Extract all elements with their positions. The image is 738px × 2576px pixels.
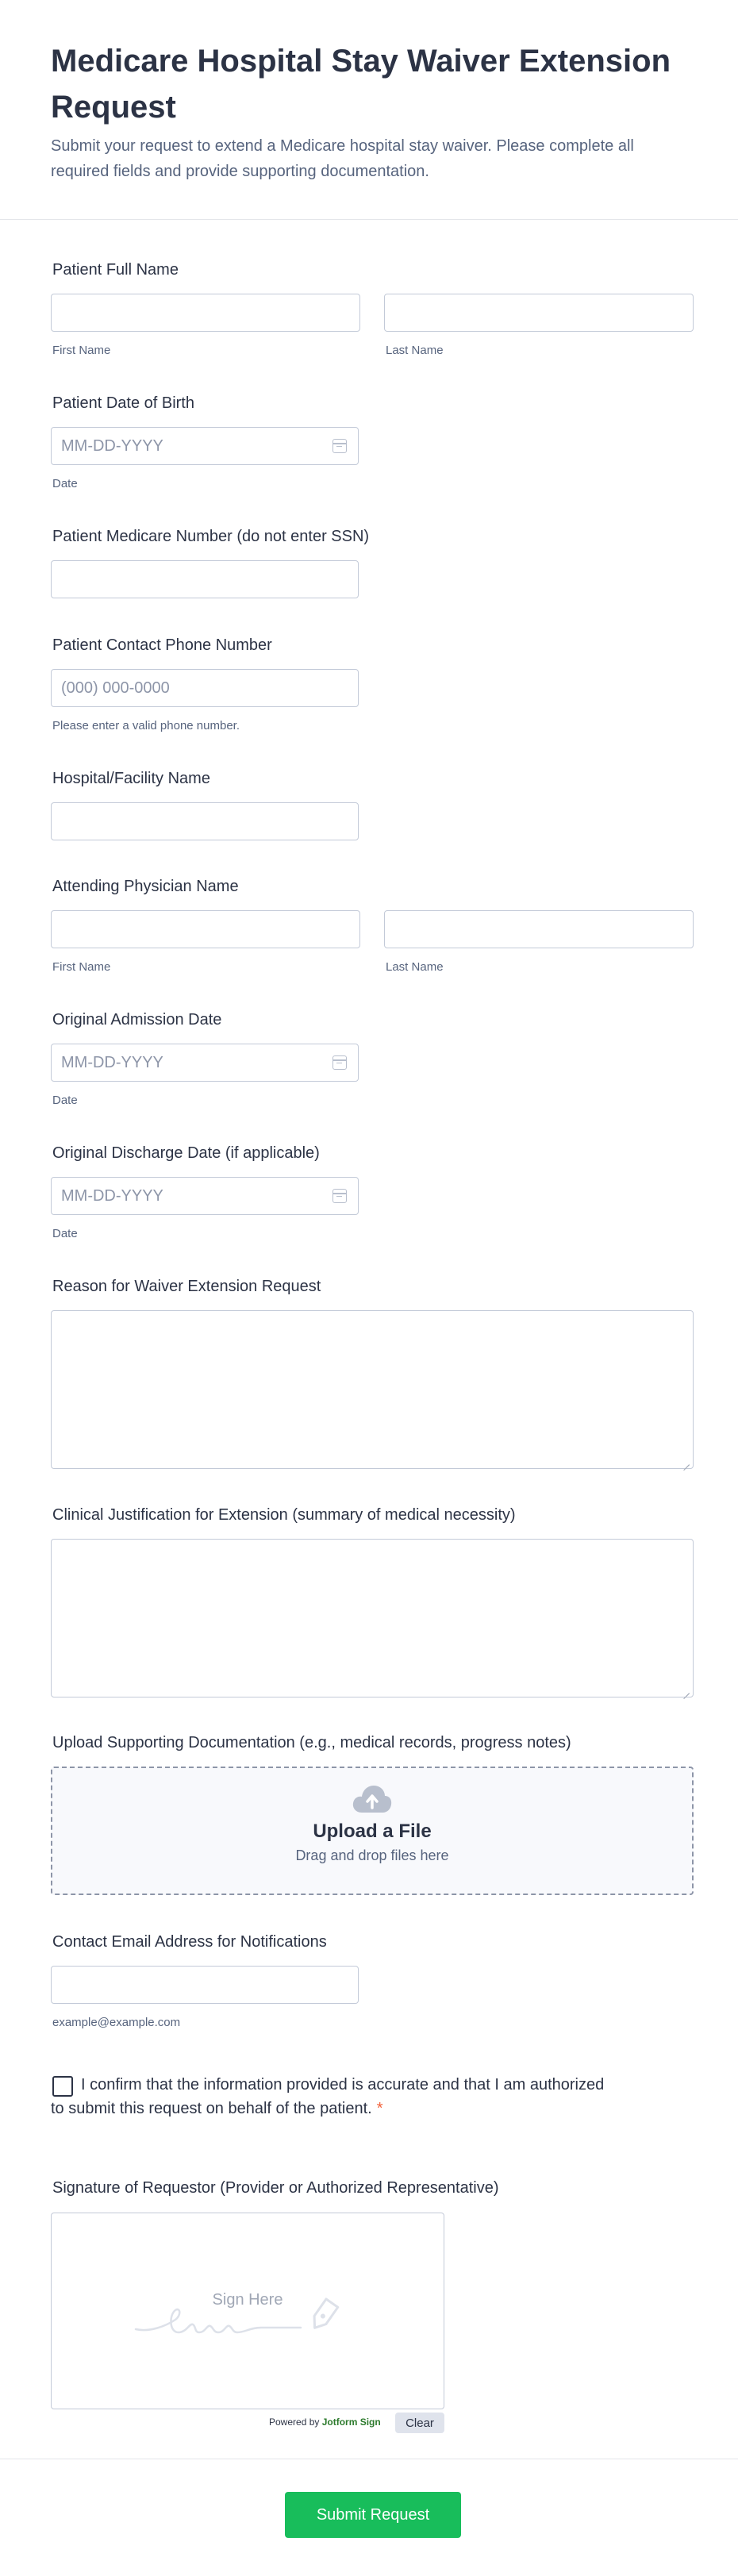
resize-handle-icon[interactable] <box>682 1686 690 1694</box>
upload-title: Upload a File <box>313 1821 432 1842</box>
upload-subtitle: Drag and drop files here <box>295 1847 449 1863</box>
admission-date-placeholder: MM-DD-YYYY <box>61 1053 163 1071</box>
page-title: Medicare Hospital Stay Waiver Extension Request <box>51 44 671 125</box>
patient-first-name-sublabel: First Name <box>52 344 111 357</box>
page-subtitle: Submit your request to extend a Medicare hospital stay waiver. Please complete all required fields and provide supporting documentation. <box>51 137 634 180</box>
file-upload-dropzone[interactable] <box>51 1767 694 1895</box>
required-mark: * <box>376 2100 383 2117</box>
reason-label: Reason for Waiver Extension Request <box>52 1278 321 1295</box>
patient-dob-input[interactable] <box>51 427 359 465</box>
patient-name-label: Patient Full Name <box>52 261 179 279</box>
resize-handle-icon[interactable] <box>682 1457 690 1465</box>
phone-sublabel: Please enter a valid phone number. <box>52 719 240 732</box>
discharge-date-placeholder: MM-DD-YYYY <box>61 1186 163 1205</box>
admission-date-sublabel: Date <box>52 1094 78 1107</box>
justification-textarea[interactable] <box>51 1539 694 1697</box>
physician-label: Attending Physician Name <box>52 878 239 895</box>
medicare-number-input[interactable] <box>51 560 359 598</box>
calendar-icon[interactable] <box>332 1055 347 1070</box>
facility-label: Hospital/Facility Name <box>52 770 210 787</box>
patient-dob-label: Patient Date of Birth <box>52 394 194 412</box>
physician-first-name-input[interactable] <box>51 910 360 948</box>
patient-dob-placeholder: MM-DD-YYYY <box>61 436 163 455</box>
physician-last-name-sublabel: Last Name <box>386 960 444 974</box>
submit-button[interactable]: Submit Request <box>285 2492 461 2538</box>
email-input[interactable] <box>51 1966 359 2004</box>
powered-by-prefix: Powered by <box>269 2416 320 2428</box>
phone-placeholder: (000) 000-0000 <box>61 679 170 697</box>
signature-placeholder: Sign Here <box>212 2291 283 2309</box>
medicare-number-label: Patient Medicare Number (do not enter SSN) <box>52 528 370 545</box>
discharge-date-sublabel: Date <box>52 1227 78 1240</box>
physician-last-name-input[interactable] <box>384 910 694 948</box>
patient-dob-sublabel: Date <box>52 477 78 490</box>
form-header <box>51 38 686 184</box>
calendar-icon[interactable] <box>332 439 347 453</box>
admission-date-input[interactable] <box>51 1044 359 1082</box>
justification-label: Clinical Justification for Extension (summary of medical necessity) <box>52 1506 516 1524</box>
reason-textarea[interactable] <box>51 1310 694 1469</box>
confirm-label: I confirm that the information provided is accurate and that I am authorized to submit this request on behalf of the patient. <box>51 2076 605 2117</box>
physician-first-name-sublabel: First Name <box>52 960 111 974</box>
powered-by <box>269 2416 381 2428</box>
header-divider <box>0 219 738 220</box>
patient-last-name-input[interactable] <box>384 294 694 332</box>
discharge-date-label: Original Discharge Date (if applicable) <box>52 1144 320 1162</box>
signature-pad[interactable] <box>51 2213 444 2409</box>
email-label: Contact Email Address for Notifications <box>52 1933 327 1951</box>
clear-signature-button[interactable]: Clear <box>395 2413 444 2433</box>
admission-date-label: Original Admission Date <box>52 1011 222 1028</box>
powered-by-brand[interactable]: Jotform Sign <box>321 2416 381 2428</box>
email-sublabel: example@example.com <box>52 2016 181 2029</box>
patient-last-name-sublabel: Last Name <box>386 344 444 357</box>
phone-label: Patient Contact Phone Number <box>52 636 272 654</box>
facility-input[interactable] <box>51 802 359 840</box>
patient-first-name-input[interactable] <box>51 294 360 332</box>
discharge-date-input[interactable] <box>51 1177 359 1215</box>
phone-input[interactable] <box>51 669 359 707</box>
calendar-icon[interactable] <box>332 1189 347 1203</box>
upload-label: Upload Supporting Documentation (e.g., medical records, progress notes) <box>52 1734 571 1751</box>
cloud-upload-icon <box>352 1784 393 1814</box>
signature-label: Signature of Requestor (Provider or Authorized Representative) <box>52 2179 499 2197</box>
confirm-text <box>51 2073 606 2120</box>
